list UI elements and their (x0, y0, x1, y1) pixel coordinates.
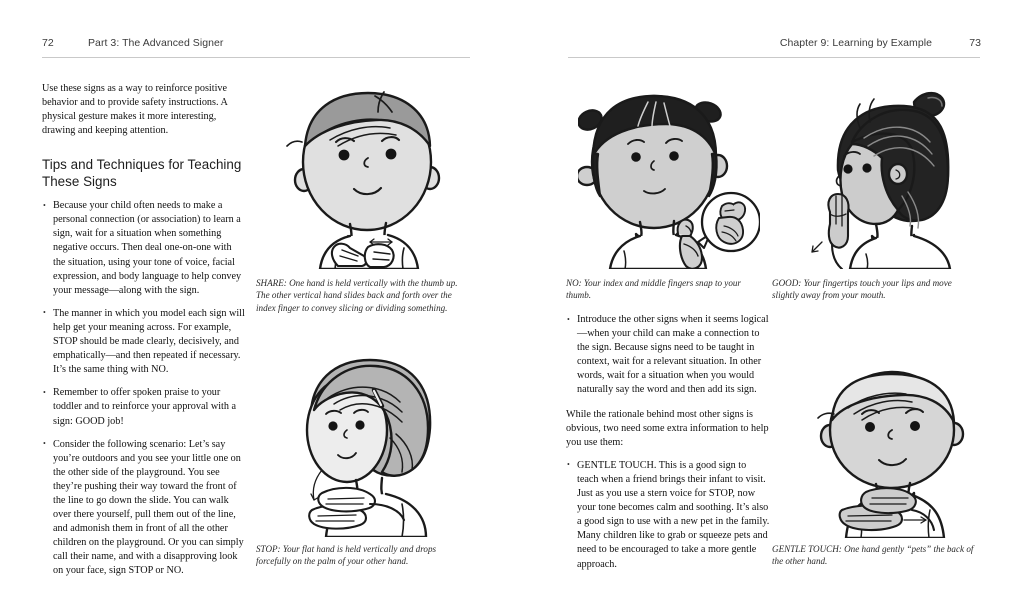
left-header-rule (42, 57, 470, 58)
caption-stop: STOP: Your flat hand is held vertically and drops forcefully on the palm of your other hand. (256, 544, 437, 567)
right-bullet-list-top (566, 313, 770, 398)
caption-share: SHARE: One hand is held vertically with the thumb up. The other vertical hand slides back and forth over the index finger to convey slicing or dividing something. (256, 278, 458, 313)
right-text-column (566, 313, 770, 572)
right-body-paragraph: While the rationale behind most other signs is obvious, two need some extra information to help you use them: (566, 408, 769, 448)
left-running-head: Part 3: The Advanced Signer (88, 37, 224, 49)
section-heading: Tips and Techniques for Teaching These Signs (42, 157, 242, 189)
list-item: • Because your child often needs to make a personal connection (or association) to learn a sign, wait for a situation when something negative occurs. Then deal one-on-one with the situation, using your tone of voice, facial expression, and body language to help convey your message—along with the sign. (42, 199, 245, 298)
right-page (512, 0, 1024, 612)
right-header-rule (568, 57, 980, 58)
illustration-no-girl (578, 84, 760, 269)
list-item: • The manner in which you model each sign will help get your meaning across. For example, STOP should be made clearly, decisively, and emphatically—and then repeated if necessary. It’s the same thing with NO. (42, 307, 245, 377)
left-page-folio: 72 (42, 37, 54, 49)
caption-no: NO: Your index and middle fingers snap to your thumb. (566, 278, 741, 301)
left-bullet-list (42, 199, 245, 578)
list-item: • GENTLE TOUCH. This is a good sign to teach when a friend brings their infant to visit. Just as you use a stern voice for STOP, now your tone becomes calm and soothing. It’s also a good sign to use with a new pet in the family. Many children like to grab or squeeze pets and need to be encouraged to take a more gentle approach. (566, 459, 770, 572)
illustration-share-boy (278, 84, 460, 269)
left-text-column (42, 82, 245, 579)
right-running-head: Chapter 9: Learning by Example (779, 37, 932, 49)
illustration-gentle-touch-boy (808, 370, 990, 538)
illustration-stop-girl (278, 352, 460, 537)
list-item: • Introduce the other signs when it seems logical—when your child can make a connection to the sign. Because signs need to be taught in context, wait for a relevant situation. In other words, wait for a situation when you would naturally say the word and then add its sign. (566, 313, 770, 398)
caption-good: GOOD: Your fingertips touch your lips and move slightly away from your mouth. (772, 278, 952, 301)
list-item: • Consider the following scenario: Let’s say you’re outdoors and you see your little one on the other side of the playground. You see they’re pushing their way toward the front of the line to go down the slide. You can walk over there yourself, pull them out of the line, and admonish them in front of all the other children on the playground. Or you can simply call their name, and with a disapproving look on your face, sign STOP or NO. (42, 438, 245, 579)
list-item: • Remember to offer spoken praise to your toddler and to reinforce your approval with a sign: GOOD job! (42, 386, 245, 428)
right-bullet-list-bottom (566, 459, 770, 572)
caption-gentle-touch: GENTLE TOUCH: One hand gently “pets” the back of the other hand. (772, 544, 974, 567)
illustration-good-girl (808, 84, 990, 269)
right-page-folio: 73 (969, 37, 981, 49)
intro-paragraph: Use these signs as a way to reinforce positive behavior and to provide safety instructions. A physical gesture makes it more interesting, drawing and keeping attention. (42, 83, 228, 137)
